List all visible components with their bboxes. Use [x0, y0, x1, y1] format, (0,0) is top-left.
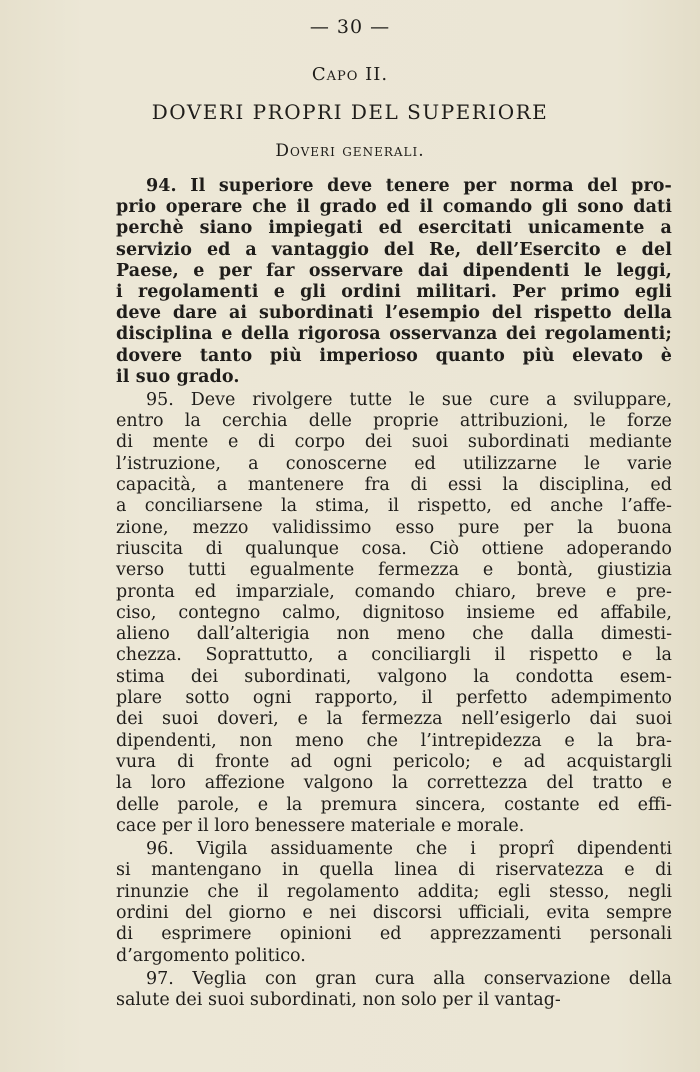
text-line: di mente e di corpo dei suoi subordinati mediante	[116, 432, 672, 453]
text-line: salute dei suoi subordinati, non solo per il vantag-	[116, 990, 561, 1011]
body-text	[116, 176, 672, 1011]
text-line: plare sotto ogni rapporto, il perfetto adempimento	[116, 688, 672, 709]
text-line: dipendenti, non meno che l’intrepidezza e la bra-	[116, 730, 672, 751]
text-line: 95. Deve rivolgere tutte le sue cure a sviluppare,	[146, 389, 672, 410]
text-line: servizio ed a vantaggio del Re, dell’Esercito e del	[116, 239, 672, 260]
text-line: di esprimere opinioni ed apprezzamenti personali	[116, 924, 672, 945]
text-line: d’argomento politico.	[116, 945, 306, 966]
text-line: ciso, contegno calmo, dignitoso insieme ed affabile,	[116, 602, 672, 623]
text-line: dei suoi doveri, e la fermezza nell’esigerlo dai suoi	[116, 709, 672, 730]
text-line: 94. Il superiore deve tenere per norma del pro-	[146, 176, 672, 196]
text-line: Paese, e per far osservare dai dipendenti le leggi,	[116, 260, 672, 281]
text-line: stima dei subordinati, valgono la condotta esem-	[116, 666, 672, 687]
section-subtitle: Doveri generali.	[275, 141, 425, 161]
text-line: prio operare che il grado ed il comando gli sono dati	[116, 197, 672, 218]
text-line: a conciliarsene la stima, il rispetto, ed anche l’affe-	[116, 496, 672, 517]
text-line: i regolamenti e gli ordini militari. Per primo egli	[116, 281, 672, 302]
paragraph-94	[116, 176, 672, 388]
page-number: — 30 —	[309, 16, 391, 38]
text-line: cace per il loro benessere materiale e morale.	[116, 815, 525, 836]
paragraph-95	[116, 390, 672, 837]
text-line: zione, mezzo validissimo esso pure per la buona	[116, 517, 672, 538]
text-line: delle parole, e la premura sincera, costante ed effi-	[116, 794, 672, 815]
text-line: entro la cerchia delle proprie attribuzioni, le forze	[116, 411, 672, 432]
section-title: DOVERI PROPRI DEL SUPERIORE	[151, 100, 549, 124]
text-line: verso tutti egualmente fermezza e bontà, giustizia	[116, 560, 672, 581]
text-line: 96. Vigila assiduamente che i proprî dipendenti	[146, 839, 672, 860]
text-line: vura di fronte ad ogni pericolo; e ad acquistargli	[116, 751, 672, 772]
text-line: si mantengano in quella linea di riservatezza e di	[116, 860, 672, 881]
text-line: capacità, a mantenere fra di essi la disciplina, ed	[116, 475, 672, 496]
chapter-heading: Capo II.	[311, 64, 389, 85]
paragraph-97	[116, 969, 672, 1012]
text-line: rinunzie che il regolamento addita; egli stesso, negli	[116, 881, 672, 902]
text-line: perchè siano impiegati ed esercitati unicamente a	[116, 218, 672, 239]
text-line: il suo grado.	[116, 366, 240, 387]
paragraph-96	[116, 839, 672, 967]
text-line: alieno dall’alterigia non meno che dalla dimesti-	[116, 624, 672, 645]
text-line: dovere tanto più imperioso quanto più elevato è	[116, 345, 672, 366]
text-line: disciplina e della rigorosa osservanza dei regolamenti;	[116, 324, 672, 345]
text-line: pronta ed imparziale, comando chiaro, breve e pre-	[116, 581, 672, 602]
text-line: ordini del giorno e nei discorsi ufficiali, evita sempre	[116, 903, 672, 923]
text-line: 97. Veglia con gran cura alla conservazione della	[146, 968, 672, 989]
text-line: la loro affezione valgono la correttezza del tratto e	[116, 773, 672, 794]
text-line: chezza. Soprattutto, a conciliargli il rispetto e la	[116, 645, 672, 666]
text-line: riuscita di qualunque cosa. Ciò ottiene adoperando	[116, 538, 672, 559]
text-line: l’istruzione, a conoscerne ed utilizzarne le varie	[116, 453, 672, 474]
text-line: deve dare ai subordinati l’esempio del rispetto della	[116, 303, 672, 324]
